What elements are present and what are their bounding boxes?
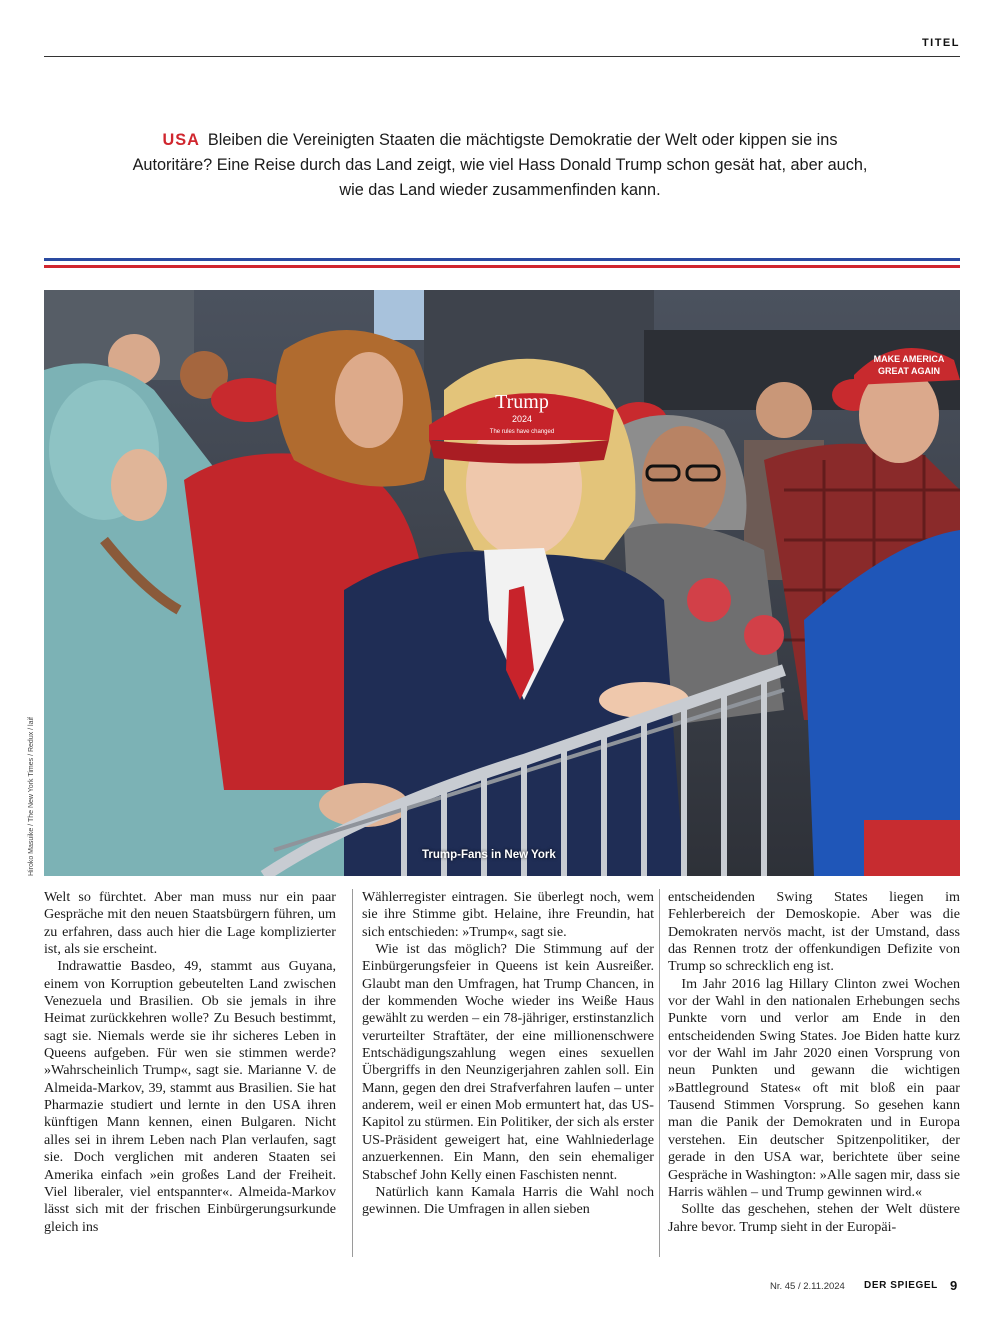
paragraph: Indrawattie Basdeo, 49, stammt aus Guyana, einem von Korruption gebeutelten Land zwischen Venezuela und Brasilien. Ob sie jemals in ihre Heimat zurückkehren wolle? Zu Besuch bestimmt, sagt sie. Niemals werde sie ihr sicheres Leben in Queens aufgeben. Für wen sie stimmen werde? »Wahrscheinlich Trump«, sagt sie. Marianne V. de Almeida-Markov, 39, stammt aus Brasilien. Sie hat Pharmazie studiert und lernte in den USA ihren künftigen Mann kennen, einen Bulgaren. Nicht alles sei in ihrem Leben nach Plan verlaufen, sagt sie. Doch verglichen mit anderen Staaten sei Amerika einfach »ein großes Land der Freiheit. Viel liberaler, viel entspannter«. Almeida-Markov lässt sich mit der frischen Einbürgerungsurkunde gleich ins: [44, 958, 336, 1235]
teaser-kicker: USA: [162, 131, 200, 149]
magazine-brand: DER SPIEGEL: [864, 1280, 938, 1291]
paragraph: Im Jahr 2016 lag Hillary Clinton zwei Wochen vor der Wahl in den nationalen Erhebungen sechs Punkte vorn und verlor am Ende in den entscheidenden Swing States. Joe Biden hatte kurz vor der Wahl im Jahr 2020 einen Vorsprung von neun Punkten und gewann die wichtigen »Battleground States« oft mit bloß ein paar Tausend Stimmen Vorsprung. So gesehen kann man die Panik der Demokraten und in Europa verstehen. Ein deutscher Spitzenpolitiker, der gerade in den USA war, berichtete über seine Gespräche in Washington: »Alle sagen mir, dass sie Harris wählen – und Trump gewinnen wird.«: [668, 975, 960, 1200]
red-glove: [687, 578, 731, 622]
cap-slogan-text: The rules have changed: [489, 429, 555, 435]
paragraph: Wählerregister eintragen. Sie überlegt noch, wem sie ihre Stimme gibt. Helaine, ihre Freundin, hat sich entschieden: »Trump«, sagt sie.: [362, 889, 654, 940]
paragraph: Wie ist das möglich? Die Stimmung auf der Einbürgerungsfeier in Queens ist kein Ausreißer. Glaubt man den Umfragen, hat Trump Chancen, in der kommenden Woche wieder ins Weiße Haus gewählt zu werden – ein 78-jähriger, erstinstanzlich verurteilter Straftäter, der eine millionenschwere Entschädigungszahlung wegen eines sexuellen Übergriffs in den Neunzigerjahren zahlen soll. Ein Mann, gegen den drei Strafverfahren laufen – unter anderem, weil er einen Mob ermuntert hat, das US-Kapitol zu stürmen. Ein Politiker, der sich als erster US-Präsident geweigert hat, eine Wahlniederlage anzuerkennen. Ein Mann, den sein ehemaliger Stabschef John Kelly einen Faschisten nennt.: [362, 941, 654, 1183]
text-column-2: [362, 889, 654, 1219]
maga-cap-line2: GREAT AGAIN: [878, 366, 940, 376]
photo-credit: Hiroko Masuike / The New York Times / Redux / laif: [28, 717, 35, 876]
section-label: TITEL: [921, 37, 960, 49]
blue-rule: [44, 258, 960, 261]
lead-photo: [44, 290, 960, 876]
cap-trump-text: Trump: [495, 391, 549, 413]
cap-year-text: 2024: [511, 414, 533, 424]
red-cloth: [864, 820, 960, 876]
background-person: [756, 382, 812, 438]
red-glove: [744, 615, 784, 655]
paragraph: Sollte das geschehen, stehen der Welt düstere Jahre bevor. Trump sieht in der Europäi-: [668, 1201, 960, 1235]
column-separator: [352, 889, 353, 1257]
teaser: [130, 128, 870, 203]
paragraph: Welt so fürchtet. Aber man muss nur ein paar Gespräche mit den neuen Staatsbürgern führen, um zu erfahren, dass auch hier die Lage komplizierter ist, als sie erscheint.: [44, 889, 336, 958]
page-number: 9: [950, 1278, 958, 1293]
issue-info: Nr. 45 / 2.11.2024: [770, 1281, 845, 1292]
text-column-3: [668, 889, 960, 1236]
teaser-text: Bleiben die Vereinigten Staaten die mächtigste Demokratie der Welt oder kippen sie ins Autoritäre? Eine Reise durch das Land zeigt, wie viel Hass Donald Trump schon gesät hat, aber auch, wie das Land wieder zusammenfinden kann.: [132, 131, 868, 199]
face: [335, 352, 403, 448]
face: [111, 449, 167, 521]
paragraph: entscheidenden Swing States liegen im Fehlerbereich der Demoskopie. Aber was die Demokraten nervös macht, ist der Umstand, dass das Rennen trotz der offenkundigen Defizite von Trump so schrecklich eng ist.: [668, 889, 960, 975]
maga-cap-line1: MAKE AMERICA: [873, 354, 945, 364]
top-rule: [44, 56, 960, 57]
crowd-illustration: [44, 290, 960, 876]
text-column-1: [44, 889, 336, 1236]
red-cap-icon: [211, 378, 287, 422]
photo-caption: Trump-Fans in New York: [422, 849, 556, 861]
paragraph: Natürlich kann Kamala Harris die Wahl noch gewinnen. Die Umfragen in allen sieben: [362, 1183, 654, 1218]
sky: [374, 290, 424, 340]
red-rule: [44, 265, 960, 268]
column-separator: [659, 889, 660, 1257]
